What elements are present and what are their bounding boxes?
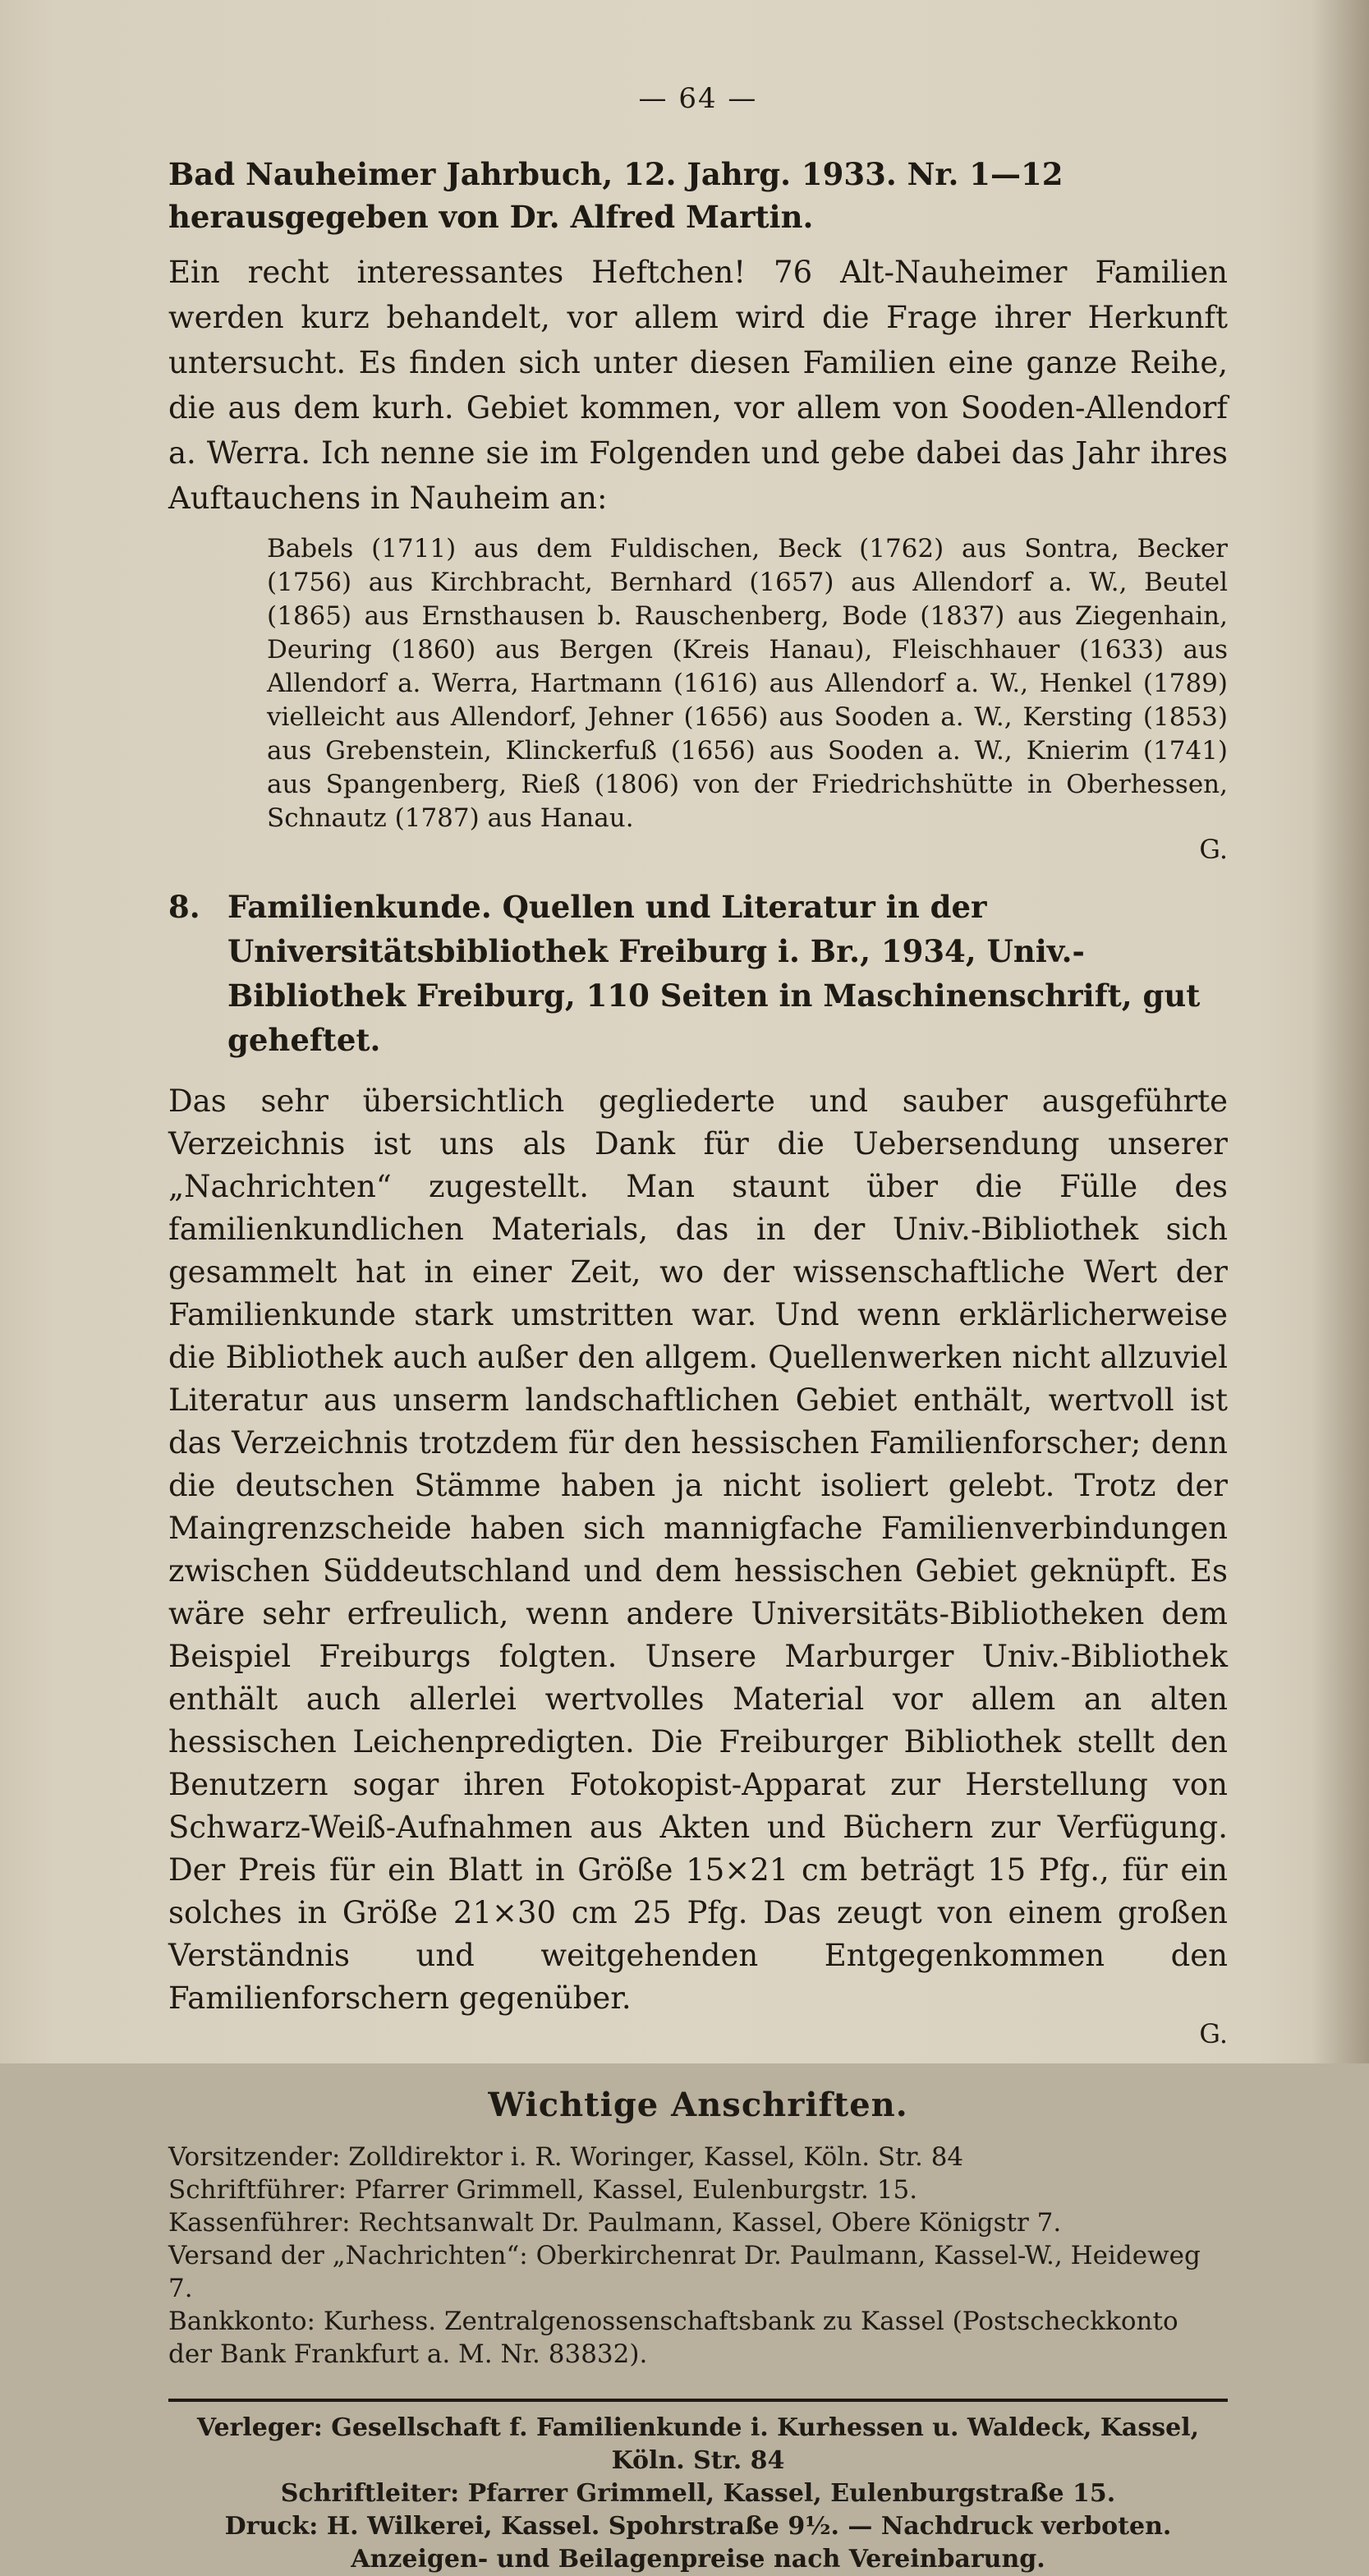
review2-signature: G.: [1199, 2018, 1228, 2049]
page-spine-shadow: [1312, 0, 1369, 2063]
imprint-ads: Anzeigen- und Beilagenpreise nach Vereinbarung.: [351, 2545, 1045, 2574]
review2-title: Familienkunde. Quellen und Literatur in der Universitätsbibliothek Freiburg i. Br., 1934, Univ.-Bibliothek Freiburg, 110 Seiten in Maschinenschrift, gut geheftet.: [227, 889, 1201, 1058]
review1-title: Bad Nauheimer Jahrbuch, 12. Jahrg. 1933. Nr. 1—12 herausgegeben von Dr. Alfred Martin.: [168, 156, 1064, 235]
addresses-list: [168, 2141, 1228, 2371]
review1-names: Babels (1711) aus dem Fuldischen, Beck (1762) aus Sontra, Becker (1756) aus Kirchbracht, Bernhard (1657) aus Allendorf a. W., Beutel (1865) aus Ernsthausen b. Rauschenberg, Bode (1837) aus Ziegenhain, Deuring (1860) aus Bergen (Kreis Hanau), Fleischhauer (1633) aus Allendorf a. Werra, Hartmann (1616) aus Allendorf a. W., Henkel (1789) vielleicht aus Allendorf, Jehner (1656) aus Sooden a. W., Kersting (1853) aus Grebenstein, Klinckerfuß (1656) aus Sooden a. W., Knierim (1741) aus Spangenberg, Rieß (1806) von der Friedrichshütte in Oberhessen, Schnautz (1787) aus Hanau.: [267, 534, 1228, 833]
address-line: Kassenführer: Rechtsanwalt Dr. Paulmann, Kassel, Obere Königstr 7.: [168, 2208, 1062, 2238]
address-line: Bankkonto: Kurhess. Zentralgenossenschaftsbank zu Kassel (Postscheckkonto der Bank Frankfurt a. M. Nr. 83832).: [168, 2307, 1178, 2369]
addresses-heading: Wichtige Anschriften.: [488, 2086, 908, 2124]
review2-heading: [168, 885, 1228, 1062]
review2-text: Das sehr übersichtlich gegliederte und sauber ausgeführte Verzeichnis ist uns als Dank für die Uebersendung unserer „Nachrichten“ zugestellt. Man staunt über die Fülle des familienkundlichen Materials, das in der Univ.-Bibliothek sich gesammelt hat in einer Zeit, wo der wissenschaftliche Wert der Familienkunde stark umstritten war. Und wenn erklärlicherweise die Bibliothek auch außer den allgem. Quellenwerken nicht allzuviel Literatur aus unserm landschaftlichen Gebiet enthält, wertvoll ist das Verzeichnis trotzdem für den hessischen Familienforscher; denn die deutschen Stämme haben ja nicht isoliert gelebt. Trotz der Maingrenzscheide haben sich mannigfache Familienverbindungen zwischen Süddeutschland und dem hessischen Gebiet geknüpft. Es wäre sehr erfreulich, wenn andere Universitäts-Bibliotheken dem Beispiel Freiburgs folgten. Unsere Marburger Univ.-Bibliothek enthält auch allerlei wertvolles Material vor allem an alten hessischen Leichenpredigten. Die Freiburger Bibliothek stellt den Benutzern sogar ihren Fotokopist-Apparat zur Herstellung von Schwarz-Weiß-Aufnahmen aus Akten und Büchern zur Verfügung. Der Preis für ein Blatt in Größe 15×21 cm beträgt 15 Pfg., für ein solches in Größe 21×30 cm 25 Pfg. Das zeugt von einem großen Verständnis und weitgehenden Entgegenkommen den Familienforschern gegenüber.: [168, 1083, 1228, 2016]
address-line: Schriftführer: Pfarrer Grimmell, Kassel, Eulenburgstr. 15.: [168, 2175, 918, 2205]
review2-number: 8.: [168, 889, 200, 925]
address-line: Versand der „Nachrichten“: Oberkirchenrat Dr. Paulmann, Kassel-W., Heideweg 7.: [168, 2241, 1201, 2303]
imprint-printer: Druck: H. Wilkerei, Kassel. Spohrstraße 9½. — Nachdruck verboten.: [224, 2512, 1172, 2541]
review1-text: Ein recht interessantes Heftchen! 76 Alt-Nauheimer Familien werden kurz behandelt, vor allem wird die Frage ihrer Herkunft untersucht. Es finden sich unter diesen Familien eine ganze Reihe, die aus dem kurh. Gebiet kommen, vor allem von Sooden-Allendorf a. Werra. Ich nenne sie im Folgenden und gebe dabei das Jahr ihres Auftauchens in Nauheim an:: [168, 255, 1228, 516]
imprint-publisher: Verleger: Gesellschaft f. Familienkunde i. Kurhessen u. Waldeck, Kassel, Köln. Str. 84: [196, 2413, 1200, 2475]
page-number: — 64 —: [638, 82, 758, 115]
review1-signature: G.: [1199, 834, 1228, 865]
address-line: Vorsitzender: Zolldirektor i. R. Woringer, Kassel, Köln. Str. 84: [168, 2142, 964, 2172]
imprint-editor: Schriftleiter: Pfarrer Grimmell, Kassel, Eulenburgstraße 15.: [280, 2479, 1116, 2508]
imprint-divider: [168, 2399, 1228, 2402]
page-content: [168, 82, 1228, 2576]
